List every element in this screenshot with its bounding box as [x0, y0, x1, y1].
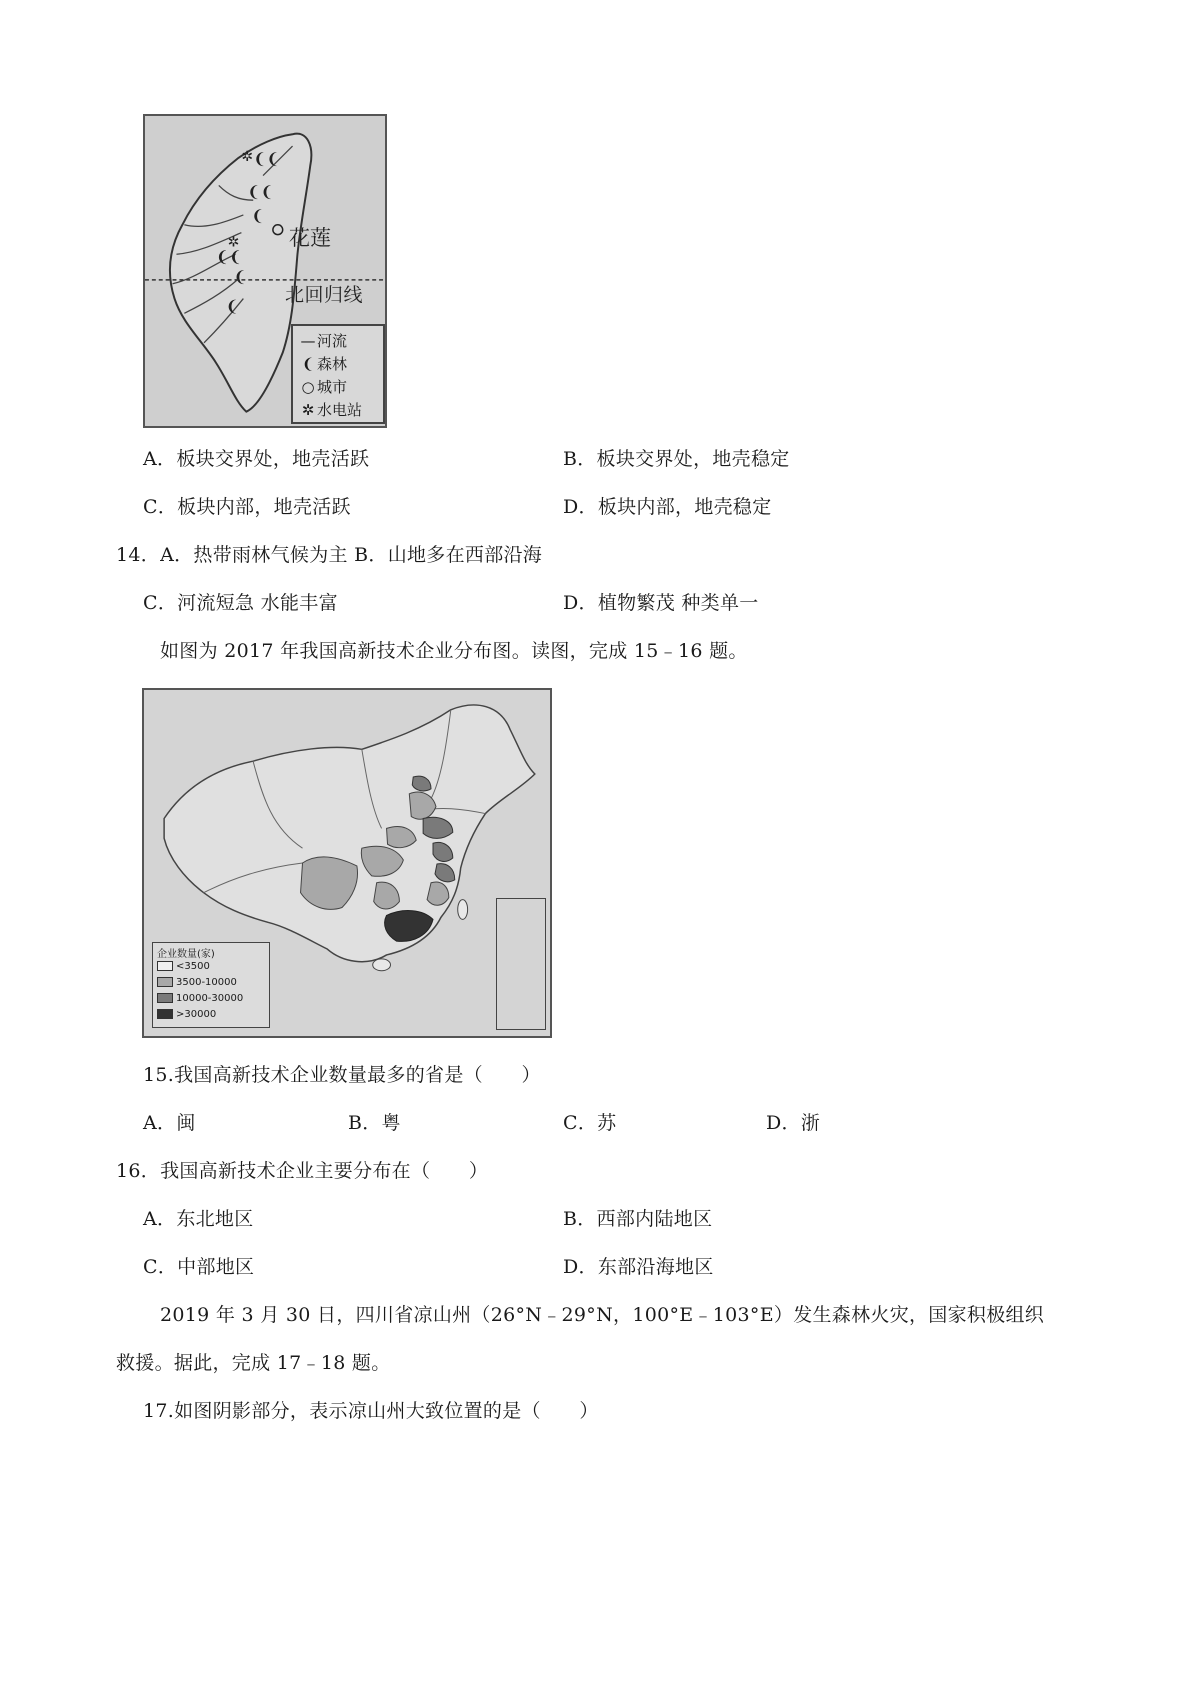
option-16-c: C．中部地区 [143, 1256, 255, 1278]
option-14-d: D．植物繁茂 种类单一 [563, 592, 759, 614]
option-15-c: C．苏 [563, 1112, 617, 1134]
legend-label: 水电站 [317, 401, 363, 419]
forest-symbol: ❨ [233, 266, 247, 286]
legend-item [157, 977, 237, 988]
hydro-station-legend-icon: ✲ [301, 401, 315, 419]
river-legend-icon: — [300, 332, 316, 350]
province-hainan [373, 959, 391, 971]
option-13-a: A．板块交界处，地壳活跃 [143, 448, 370, 470]
legend-swatch [157, 993, 173, 1003]
legend-item [299, 399, 362, 420]
city-label-hualien: 花莲 [289, 226, 331, 250]
hydro-station-symbol: ✲ [241, 148, 253, 165]
legend-label: 城市 [317, 378, 348, 396]
option-13-c: C．板块内部，地壳活跃 [143, 496, 351, 518]
legend-item [299, 330, 347, 351]
taiwan-map-figure [143, 114, 387, 428]
option-16-d: D．东部沿海地区 [563, 1256, 714, 1278]
option-13-d: D．板块内部，地壳稳定 [563, 496, 772, 518]
intro-17-18-line2: 救援。据此，完成 17﹣18 题。 [116, 1352, 391, 1374]
legend-item [299, 353, 347, 374]
option-14-c: C．河流短急 水能丰富 [143, 592, 338, 614]
option-15-d: D．浙 [766, 1112, 821, 1134]
forest-symbol: ❨❨ [215, 247, 243, 267]
legend-swatch [157, 1009, 173, 1019]
legend-label: 3500-10000 [176, 977, 237, 988]
legend-item [157, 1009, 216, 1020]
hydro-station-symbol: ✲ [227, 234, 240, 251]
intro-17-18-line1: 2019 年 3 月 30 日，四川省凉山州（26°N﹣29°N，100°E﹣103°E）发生森林火灾，国家积极组织 [160, 1304, 1045, 1326]
option-15-b: B．粤 [348, 1112, 401, 1134]
legend-item [157, 961, 210, 972]
legend-title: 企业数量(家) [157, 949, 215, 960]
question-14-line1: 14．A．热带雨林气候为主 B．山地多在西部沿海 [116, 544, 543, 566]
legend-label: 森林 [317, 355, 348, 373]
legend-swatch [157, 977, 173, 987]
legend-swatch [157, 961, 173, 971]
forest-symbol: ❨❨ [253, 148, 280, 168]
legend-item [157, 993, 243, 1004]
enterprise-count-legend [152, 942, 270, 1028]
forest-symbol: ❨❨ [247, 182, 274, 202]
legend-item [299, 376, 347, 397]
city-legend-icon: ○ [301, 378, 315, 396]
map-legend [291, 324, 385, 424]
option-15-a: A．闽 [143, 1112, 196, 1134]
option-16-b: B．西部内陆地区 [563, 1208, 713, 1230]
option-13-b: B．板块交界处，地壳稳定 [563, 448, 790, 470]
forest-symbol: ❨ [225, 296, 239, 316]
south-china-sea-inset [496, 898, 546, 1030]
question-16-stem: 16．我国高新技术企业主要分布在（ ） [116, 1160, 489, 1182]
province-taiwan [458, 900, 468, 920]
intro-15-16: 如图为 2017 年我国高新技术企业分布图。读图，完成 15﹣16 题。 [160, 640, 748, 662]
question-15-stem: 15.我国高新技术企业数量最多的省是（ ） [143, 1064, 541, 1086]
question-17-stem: 17.如图阴影部分，表示凉山州大致位置的是（ ） [143, 1400, 599, 1422]
legend-label: 10000-30000 [176, 993, 244, 1004]
legend-label: 河流 [317, 332, 348, 350]
tropic-of-cancer-label: 北回归线 [285, 284, 364, 306]
china-high-tech-map-figure [142, 688, 552, 1038]
china-outline [164, 705, 535, 962]
option-16-a: A．东北地区 [143, 1208, 254, 1230]
forest-legend-icon: ❨ [301, 355, 315, 373]
legend-label: >30000 [176, 1009, 217, 1020]
forest-symbol: ❨ [251, 205, 265, 225]
legend-label: <3500 [176, 961, 210, 972]
